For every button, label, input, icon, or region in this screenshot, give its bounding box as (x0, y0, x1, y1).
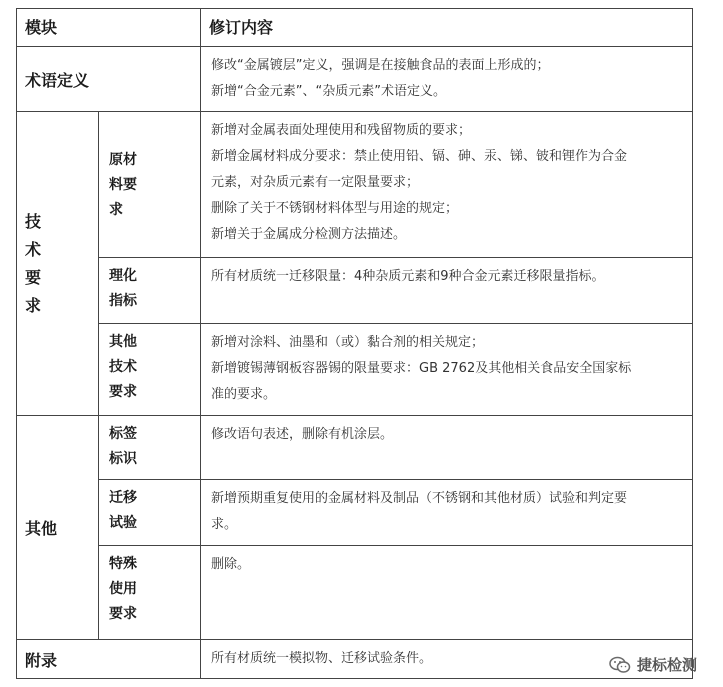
content-line: 删除了关于不锈钢材料体型与用途的规定； (211, 201, 459, 216)
sub-special (99, 546, 201, 640)
row-special (17, 546, 693, 640)
content-line: 修改语句表述，删除有机涂层。 (211, 427, 394, 442)
watermark (609, 654, 697, 675)
content-line: 新增金属材料成分要求：禁止使用铅、镉、砷、汞、锑、铍和锂作为合金 (211, 149, 628, 164)
content-line: 新增“合金元素”、“杂质元素”术语定义。 (211, 84, 446, 99)
sub-label-line: 其他 (109, 334, 137, 350)
content-physchem (201, 258, 693, 324)
sub-label-line: 料要 (109, 177, 137, 193)
module-char: 求 (25, 295, 42, 315)
content-raw-material (201, 112, 693, 258)
content-line: 新增对涂料、油墨和（或）黏合剂的相关规定； (211, 335, 485, 350)
content-line: 新增关于金属成分检测方法描述。 (211, 227, 407, 242)
content-line: 新增对金属表面处理使用和残留物质的要求； (211, 123, 472, 138)
row-raw-material (17, 112, 693, 258)
header-content: 修订内容 (201, 9, 693, 47)
sub-migration (99, 480, 201, 546)
module-char: 术 (25, 239, 42, 259)
sub-raw-material (99, 112, 201, 258)
sub-label-line: 要求 (109, 384, 137, 400)
sub-physchem (99, 258, 201, 324)
header-row (17, 9, 693, 47)
sub-label-line: 使用 (109, 581, 137, 597)
sub-label-line: 标识 (109, 451, 137, 467)
row-other-tech (17, 324, 693, 416)
content-line: 求。 (211, 517, 238, 532)
row-term (17, 47, 693, 112)
module-appendix: 附录 (17, 640, 201, 679)
content-label (201, 416, 693, 480)
sub-label-line: 指标 (109, 293, 137, 309)
content-special (201, 546, 693, 640)
row-label (17, 416, 693, 480)
sub-label (99, 416, 201, 480)
watermark-text: 捷标检测 (636, 656, 697, 674)
sub-label-line: 试验 (109, 515, 137, 531)
content-line: 删除。 (211, 557, 251, 572)
sub-label-line: 求 (109, 202, 123, 218)
module-term: 术语定义 (17, 47, 201, 112)
sub-label-line: 要求 (109, 606, 137, 622)
sub-other-tech (99, 324, 201, 416)
module-char: 技 (25, 211, 42, 231)
sub-label-line: 技术 (109, 359, 137, 375)
content-other-tech (201, 324, 693, 416)
header-module: 模块 (17, 9, 201, 47)
content-line: 所有材质统一模拟物、迁移试验条件。 (211, 651, 433, 666)
content-term (201, 47, 693, 112)
content-line: 新增预期重复使用的金属材料及制品（不锈钢和其他材质）试验和判定要 (211, 491, 628, 506)
content-line: 所有材质统一迁移限量：4种杂质元素和9种合金元素迁移限量指标。 (211, 269, 605, 284)
content-line: 修改“金属镀层”定义，强调是在接触食品的表面上形成的； (211, 58, 550, 73)
row-migration (17, 480, 693, 546)
sub-label-line: 原材 (109, 152, 137, 168)
module-char: 要 (25, 267, 42, 287)
row-appendix (17, 640, 693, 679)
wechat-icon (609, 656, 631, 674)
row-physchem (17, 258, 693, 324)
content-migration (201, 480, 693, 546)
revision-table (16, 8, 693, 679)
module-other: 其他 (17, 416, 99, 640)
content-line: 元素，对杂质元素有一定限量要求； (211, 175, 420, 190)
content-line: 准的要求。 (211, 387, 277, 402)
sub-label-line: 特殊 (109, 556, 137, 572)
sub-label-line: 标签 (109, 426, 137, 442)
content-line: 新增镀锡薄钢板容器锡的限量要求：GB 2762及其他相关食品安全国家标 (211, 361, 632, 376)
module-tech (17, 112, 99, 416)
sub-label-line: 迁移 (109, 490, 137, 506)
sub-label-line: 理化 (109, 268, 137, 284)
